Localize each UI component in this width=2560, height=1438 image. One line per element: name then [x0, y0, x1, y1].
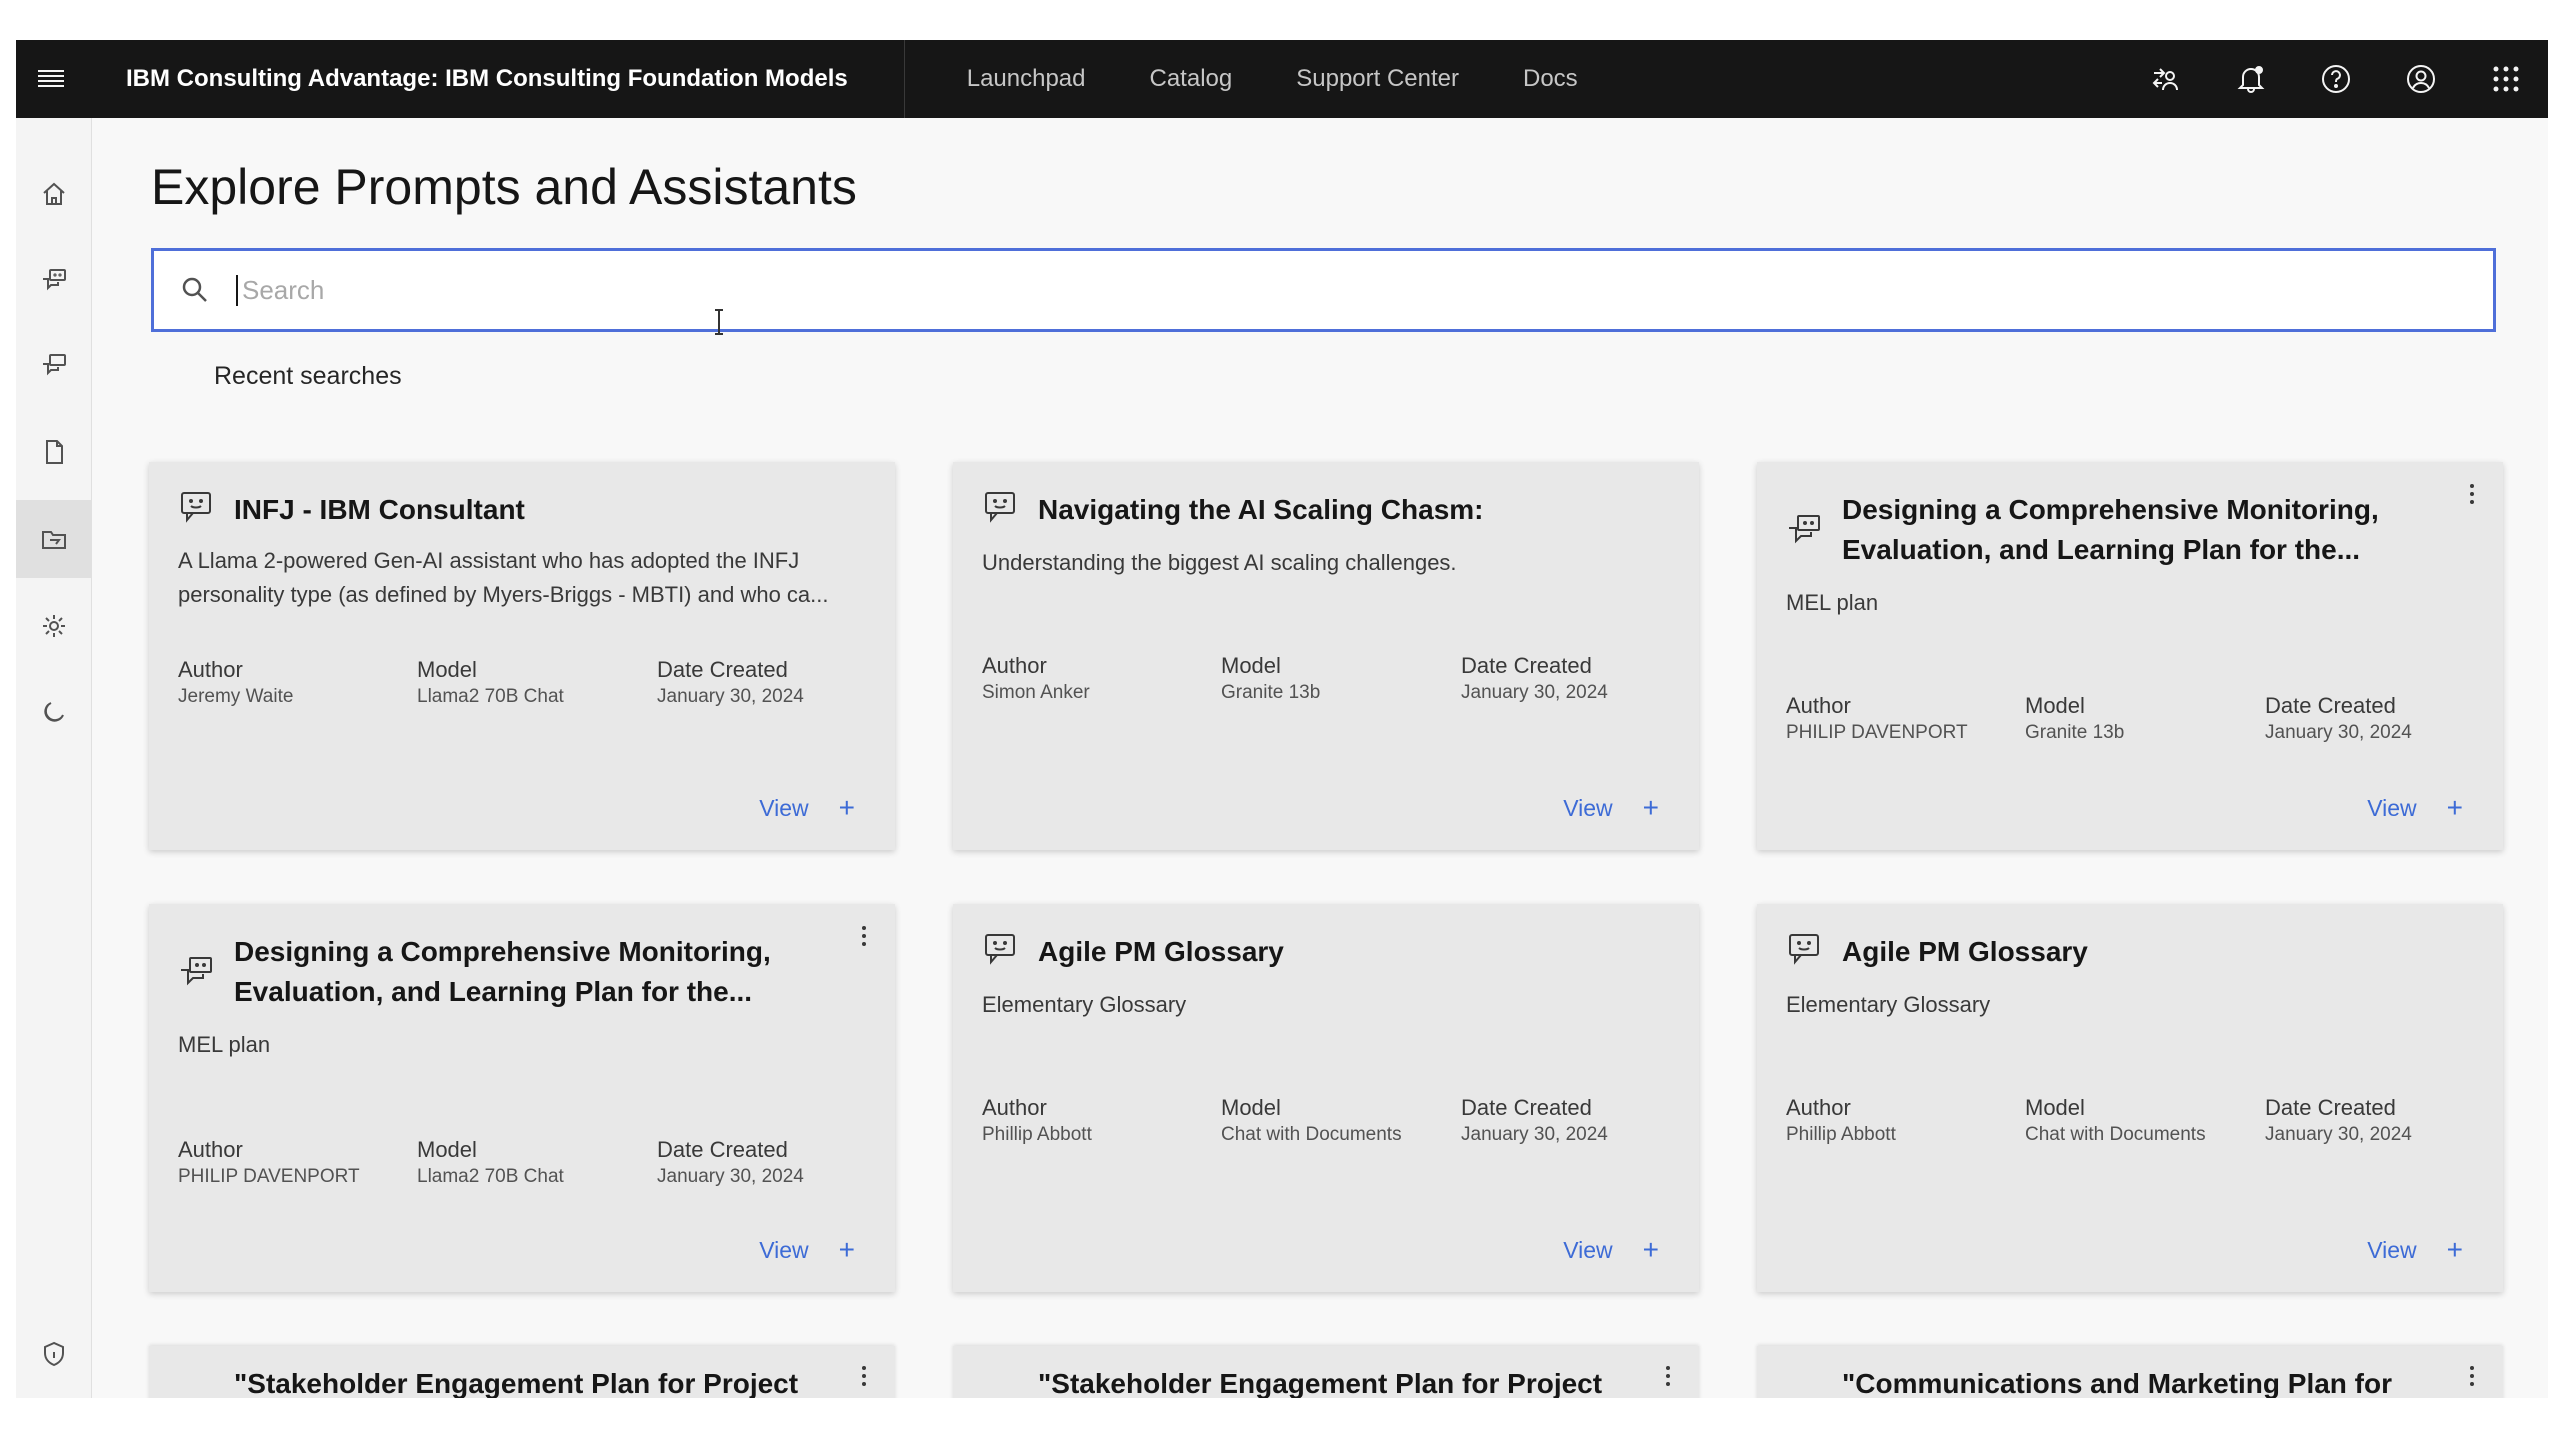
chat-bot-icon	[981, 488, 1019, 526]
search-icon	[154, 275, 236, 305]
prompt-card[interactable]	[953, 904, 1699, 1292]
view-link[interactable]: View	[759, 794, 809, 821]
chat-multi-icon	[1785, 512, 1823, 550]
chat-bot-icon	[981, 930, 1019, 968]
card-actions	[2367, 794, 2463, 822]
card-title[interactable]: "Stakeholder Engagement Plan for Project	[1038, 1368, 1603, 1398]
prompt-card[interactable]	[953, 462, 1699, 850]
model-value: Granite 13b	[1221, 682, 1321, 703]
model-label: Model	[417, 1137, 477, 1162]
prompt-card-partial[interactable]	[149, 1346, 895, 1398]
chat-bot-icon	[1785, 930, 1823, 968]
top-header	[16, 40, 2548, 118]
card-meta	[178, 1136, 878, 1196]
shield-icon[interactable]	[16, 1315, 92, 1393]
date-label: Date Created	[1461, 653, 1592, 678]
card-description: Elementary Glossary	[982, 992, 1187, 1017]
chat-multi-icon	[177, 954, 215, 992]
card-title[interactable]: Designing a Comprehensive Monitoring, Evaluation, and Learning Plan for the...	[1842, 494, 2379, 565]
model-label: Model	[2025, 1095, 2085, 1120]
overflow-menu-icon[interactable]	[859, 1366, 869, 1392]
author-label: Author	[982, 653, 1047, 678]
prompt-card-partial[interactable]	[1757, 1346, 2503, 1398]
home-icon[interactable]	[16, 155, 92, 233]
author-value: PHILIP DAVENPORT	[178, 1166, 360, 1187]
nav-launchpad[interactable]: Launchpad	[966, 65, 1086, 92]
card-actions	[1563, 794, 1659, 822]
dark-mode-icon[interactable]	[16, 673, 92, 751]
chat-bot-icon	[177, 488, 215, 526]
prompt-card[interactable]	[1757, 904, 2503, 1292]
search-bar	[151, 248, 2496, 332]
author-label: Author	[1786, 1095, 1851, 1120]
overflow-menu-icon[interactable]	[2467, 1366, 2477, 1392]
card-description: Elementary Glossary	[1786, 992, 1991, 1017]
date-value: January 30, 2024	[2265, 722, 2412, 743]
prompt-card[interactable]	[149, 462, 895, 850]
date-label: Date Created	[657, 1137, 788, 1162]
author-label: Author	[1786, 693, 1851, 718]
document-icon[interactable]	[16, 413, 92, 491]
view-link[interactable]: View	[1563, 1236, 1613, 1263]
model-label: Model	[417, 657, 477, 682]
model-value: Llama2 70B Chat	[417, 1166, 564, 1187]
overflow-menu-icon[interactable]	[859, 926, 869, 952]
prompt-card[interactable]	[149, 904, 895, 1292]
card-description: MEL plan	[1786, 590, 1879, 615]
author-label: Author	[178, 657, 243, 682]
switch-user-icon[interactable]	[2123, 40, 2208, 118]
page-title: Explore Prompts and Assistants	[151, 159, 857, 215]
card-title[interactable]: Navigating the AI Scaling Chasm:	[1038, 494, 1484, 525]
card-meta	[982, 652, 1682, 712]
add-button[interactable]: +	[2446, 792, 2463, 823]
nav-docs[interactable]: Docs	[1523, 65, 1578, 92]
card-actions	[2367, 1236, 2463, 1264]
chat-alt-icon[interactable]	[16, 327, 92, 405]
hamburger-menu-button[interactable]	[16, 40, 86, 118]
card-meta	[982, 1094, 1682, 1154]
card-meta	[1786, 1094, 2486, 1154]
author-value: Phillip Abbott	[982, 1124, 1092, 1145]
text-cursor-icon	[712, 308, 726, 336]
app-frame	[16, 40, 2548, 1398]
model-label: Model	[1221, 1095, 1281, 1120]
app-switcher-icon[interactable]	[2463, 40, 2548, 118]
author-value: Jeremy Waite	[178, 686, 294, 707]
date-label: Date Created	[1461, 1095, 1592, 1120]
chat-icon[interactable]	[16, 242, 92, 320]
author-label: Author	[982, 1095, 1047, 1120]
user-avatar-icon[interactable]	[2378, 40, 2463, 118]
view-link[interactable]: View	[759, 1236, 809, 1263]
add-button[interactable]: +	[1642, 792, 1659, 823]
author-value: PHILIP DAVENPORT	[1786, 722, 1968, 743]
model-value: Chat with Documents	[2025, 1124, 2206, 1145]
card-title[interactable]: Agile PM Glossary	[1842, 936, 2088, 967]
prompt-card[interactable]	[1757, 462, 2503, 850]
settings-icon[interactable]	[16, 587, 92, 665]
date-value: January 30, 2024	[1461, 1124, 1608, 1145]
author-label: Author	[178, 1137, 243, 1162]
overflow-menu-icon[interactable]	[2467, 484, 2477, 510]
view-link[interactable]: View	[2367, 1236, 2417, 1263]
nav-catalog[interactable]: Catalog	[1149, 65, 1233, 92]
model-value: Chat with Documents	[1221, 1124, 1402, 1145]
card-title[interactable]: INFJ - IBM Consultant	[234, 494, 525, 525]
overflow-menu-icon[interactable]	[1663, 1366, 1673, 1392]
view-link[interactable]: View	[1563, 794, 1613, 821]
view-link[interactable]: View	[2367, 794, 2417, 821]
date-label: Date Created	[2265, 1095, 2396, 1120]
date-label: Date Created	[657, 657, 788, 682]
header-actions	[2123, 40, 2548, 118]
card-meta	[1786, 692, 2486, 752]
recent-searches-label[interactable]: Recent searches	[214, 362, 402, 390]
date-value: January 30, 2024	[1461, 682, 1608, 703]
card-title[interactable]: "Communications and Marketing Plan for	[1842, 1368, 2393, 1398]
app-title[interactable]: IBM Consulting Advantage: IBM Consulting Foundation Models	[126, 40, 905, 118]
card-description: A Llama 2-powered Gen-AI assistant who has adopted the INFJ personality type (as defined by Myers-Briggs - MBTI) and who ca...	[178, 548, 829, 607]
card-title[interactable]: "Stakeholder Engagement Plan for Project	[234, 1368, 799, 1398]
folder-icon[interactable]	[16, 500, 92, 578]
search-input[interactable]	[236, 275, 2436, 306]
notification-icon[interactable]	[2208, 40, 2293, 118]
menu-icon	[38, 70, 64, 88]
add-button[interactable]: +	[1642, 1234, 1659, 1265]
prompt-card-partial[interactable]	[953, 1346, 1699, 1398]
model-value: Granite 13b	[2025, 722, 2125, 743]
header-nav	[935, 40, 1610, 118]
help-icon[interactable]	[2293, 40, 2378, 118]
date-value: January 30, 2024	[657, 1166, 804, 1187]
card-title[interactable]: Agile PM Glossary	[1038, 936, 1284, 967]
model-value: Llama2 70B Chat	[417, 686, 564, 707]
card-title[interactable]: Designing a Comprehensive Monitoring, Evaluation, and Learning Plan for the...	[234, 936, 771, 1007]
side-nav	[16, 118, 92, 1398]
card-actions	[1563, 1236, 1659, 1264]
card-description: Understanding the biggest AI scaling challenges.	[982, 550, 1457, 575]
add-button[interactable]: +	[838, 1234, 855, 1265]
date-value: January 30, 2024	[657, 686, 804, 707]
date-value: January 30, 2024	[2265, 1124, 2412, 1145]
card-description: MEL plan	[178, 1032, 271, 1057]
nav-support-center[interactable]: Support Center	[1296, 65, 1459, 92]
add-button[interactable]: +	[838, 792, 855, 823]
author-value: Phillip Abbott	[1786, 1124, 1896, 1145]
card-actions	[759, 1236, 855, 1264]
add-button[interactable]: +	[2446, 1234, 2463, 1265]
author-value: Simon Anker	[982, 682, 1090, 703]
model-label: Model	[2025, 693, 2085, 718]
model-label: Model	[1221, 653, 1281, 678]
card-actions	[759, 794, 855, 822]
card-meta	[178, 656, 878, 716]
date-label: Date Created	[2265, 693, 2396, 718]
